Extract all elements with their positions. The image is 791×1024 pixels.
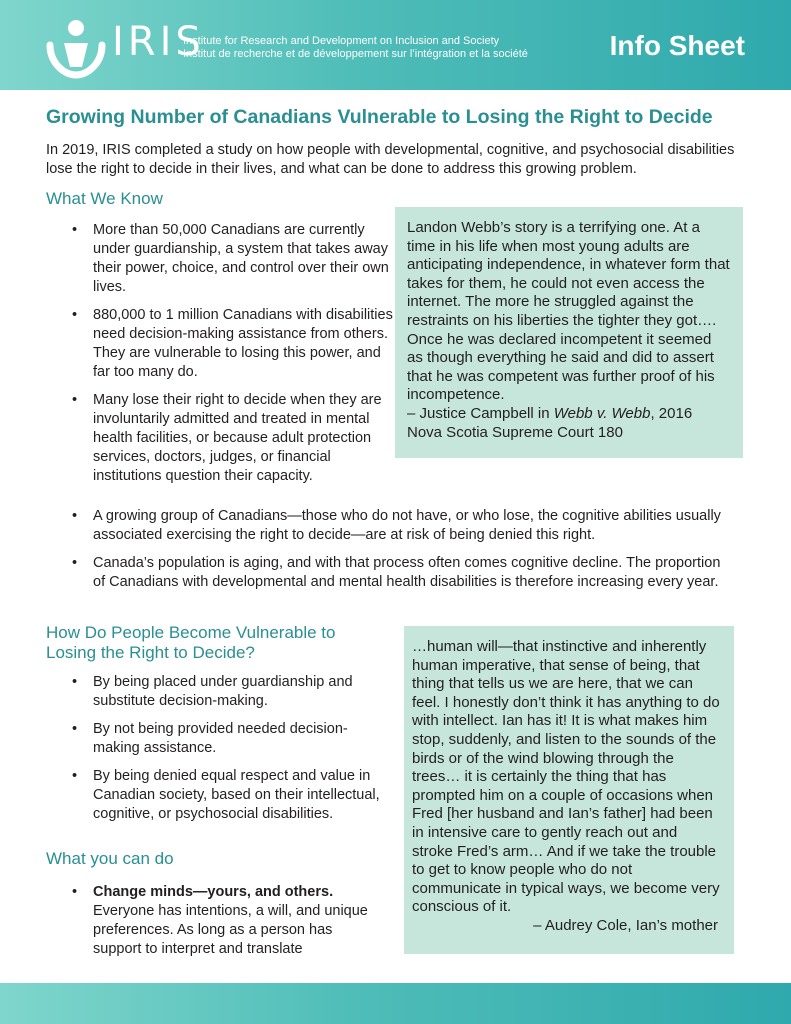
- list-item: [46, 720, 386, 758]
- list-item: [46, 673, 386, 711]
- quote-attribution: [407, 405, 692, 441]
- what-you-can-do-list: [46, 883, 371, 968]
- list-item-text: By being placed under guardianship and substitute decision-making.: [93, 674, 353, 709]
- list-item-text: More than 50,000 Canadians are currently under guardianship, a system that takes away their power, choice, and control over their own lives.: [93, 222, 389, 295]
- bullet-icon: •: [72, 674, 78, 690]
- quote-attribution: – Audrey Cole, Ian’s mother: [533, 916, 718, 934]
- bullet-icon: •: [72, 392, 78, 408]
- tagline: [183, 35, 528, 61]
- list-item: [46, 554, 736, 592]
- bullet-icon: •: [72, 768, 78, 784]
- intro-paragraph: In 2019, IRIS completed a study on how people with developmental, cognitive, and psychosocial disabilities lose the right to decide in their lives, and what can be done to address this growing problem.: [46, 142, 735, 177]
- doc-type-label: Info Sheet: [609, 30, 745, 61]
- bullet-icon: •: [72, 508, 78, 524]
- how-vulnerable-list: [46, 673, 386, 833]
- list-item-text: Everyone has intentions, a will, and unique preferences. As long as a person has support to interpret and translate: [93, 903, 368, 957]
- list-item-text: Many lose their right to decide when they are involuntarily admitted and treated in mental health facilities, or because adult protection services, doctors, judges, or financial institutions question their capacity.: [93, 392, 382, 484]
- list-item: [46, 306, 396, 382]
- list-item: [46, 391, 396, 486]
- attribution-suffix: , 2016 Nova Scotia Supreme Court 180: [407, 404, 693, 441]
- quote-text: …human will—that instinctive and inherently human imperative, that sense of being, that thing that tells us we are here, that we can feel. I honestly don’t think it has anything to do with intellect. Ian has it! It is what makes him stop, suddenly, and listen to the sounds of the birds or of the wind blowing through the trees… it is certainly the thing that has prompted him on a couple of occasions when Fred [her husband and Ian’s father] had been in intensive care to gently reach out and stroke Fred’s arm… And if we take the trouble to get to know people who do not communicate in typical ways, we become very conscious of it.: [412, 638, 720, 916]
- list-item: [46, 507, 736, 545]
- list-item-text: 880,000 to 1 million Canadians with disabilities need decision-making assistance from others. They are vulnerable to losing this power, and far too many do.: [93, 307, 393, 380]
- section-heading-what-we-know: What We Know: [46, 189, 163, 208]
- footer-band: [0, 983, 791, 1024]
- bullet-icon: •: [72, 721, 78, 737]
- list-item: [46, 767, 386, 824]
- list-item-text: Canada’s population is aging, and with that process often comes cognitive decline. The proportion of Canadians with developmental and mental health disabilities is therefore increasing every year.: [93, 555, 721, 590]
- quote-text: Landon Webb’s story is a terrifying one. At a time in his life when most young adults are anticipating independence, in whatever form that takes for them, he could not even access the internet. The more he struggled against the restraints on his liberties the tighter they got…. Once he was declared incompetent it seemed as though everything he said and did to assert that he was competent was further proof of his incompetence.: [407, 219, 730, 404]
- iris-person-icon: [44, 17, 108, 79]
- case-name: Webb v. Webb: [553, 404, 651, 422]
- bullet-icon: •: [72, 884, 78, 900]
- page-title: Growing Number of Canadians Vulnerable to Losing the Right to Decide: [46, 106, 713, 128]
- section-heading-what-you-can-do: What you can do: [46, 849, 174, 868]
- list-item-lead: Change minds—yours, and others.: [93, 884, 334, 900]
- bullet-icon: •: [72, 307, 78, 323]
- bullet-icon: •: [72, 555, 78, 571]
- list-item-text: By not being provided needed decision-making assistance.: [93, 721, 348, 756]
- list-item: [46, 221, 396, 297]
- logo-wordmark: IRIS: [112, 19, 205, 65]
- what-we-know-list-continued: [46, 507, 736, 601]
- header-band: [0, 0, 791, 90]
- tagline-french: Institut de recherche et de développement sur l’intégration et la société: [183, 48, 528, 60]
- pull-quote-cole: [404, 626, 734, 954]
- tagline-english: Institute for Research and Development on Inclusion and Society: [183, 35, 500, 47]
- section-heading-how-vulnerable: How Do People Become Vulnerable to Losing the Right to Decide?: [46, 623, 336, 662]
- list-item: [46, 883, 371, 959]
- what-we-know-list: [46, 221, 396, 495]
- attribution-prefix: – Justice Campbell in: [407, 404, 554, 422]
- bullet-icon: •: [72, 222, 78, 238]
- list-item-text: A growing group of Canadians—those who do not have, or who lose, the cognitive abilities usually associated exercising the right to decide—are at risk of being denied this right.: [93, 508, 721, 543]
- pull-quote-webb: [395, 207, 743, 458]
- list-item-text: By being denied equal respect and value in Canadian society, based on their intellectual, cognitive, or psychosocial disabilities.: [93, 768, 380, 822]
